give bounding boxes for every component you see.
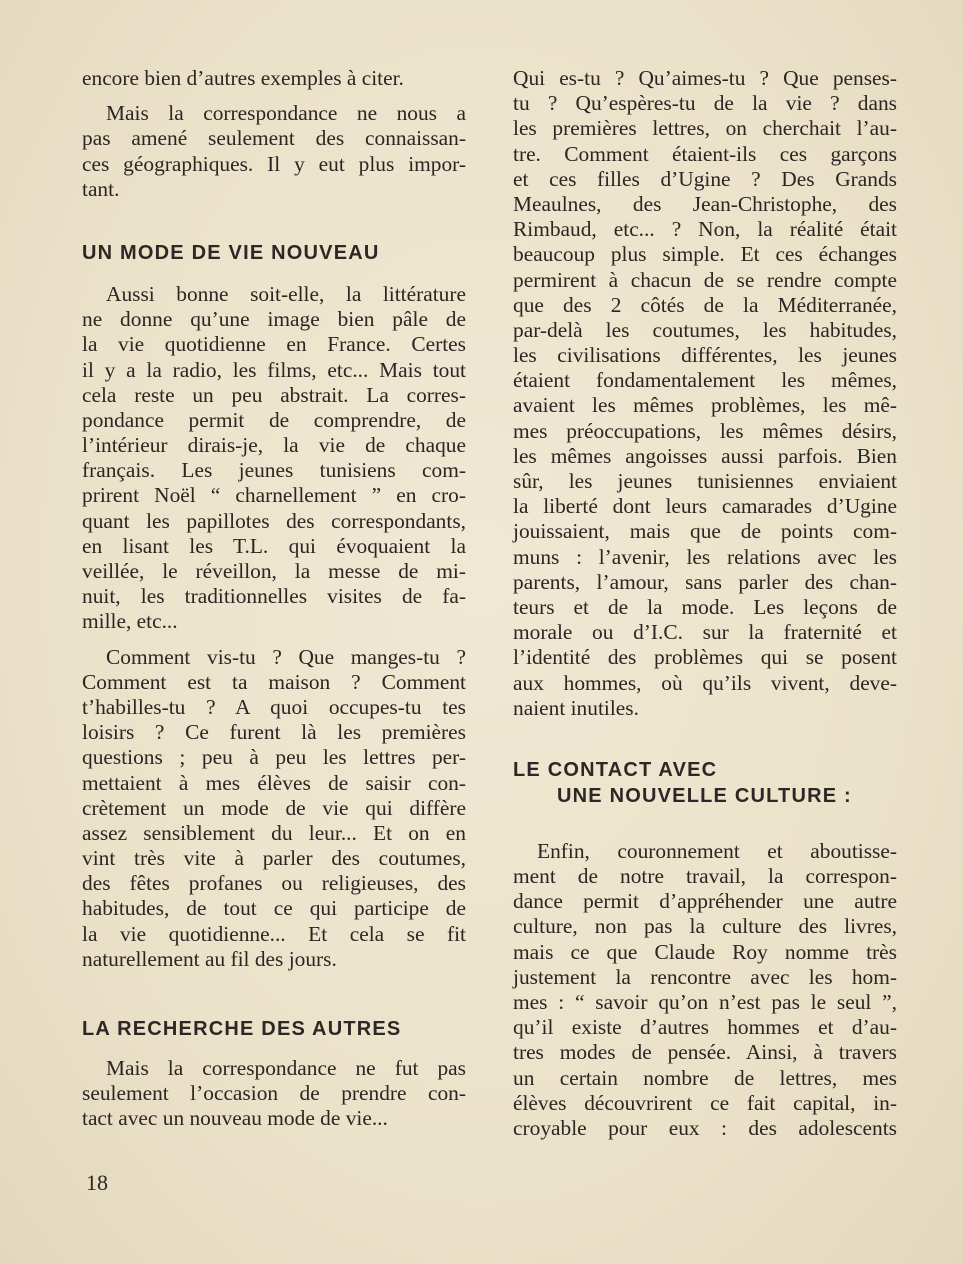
paragraph-recherche <box>82 1056 466 1132</box>
text-line: encore bien d’autres exemples à citer. <box>82 66 404 90</box>
text-line: nuit, les traditionnelles visites de fa- <box>82 584 466 609</box>
text-line: morale ou d’I.C. sur la fraternité et <box>513 620 897 645</box>
text-line: questions ; peu à peu les lettres per- <box>82 745 466 770</box>
text-line: parents, l’amour, sans parler des chan- <box>513 569 897 594</box>
text-line: l’intérieur dirais-je, la vie de chaque <box>82 433 466 458</box>
text-line: habitudes, de tout ce qui participe de <box>82 896 466 921</box>
text-line: mais ce que Claude Roy nomme très <box>513 939 897 964</box>
text-line: la vie quotidienne en France. Certes <box>82 332 466 357</box>
text-line: crètement un mode de vie qui diffère <box>82 795 466 820</box>
text-line: ne donne qu’une image bien pâle de <box>82 307 466 332</box>
text-line: culture, non pas la culture des livres, <box>513 914 897 939</box>
text-line: élèves découvrirent ce fait capital, in- <box>513 1090 897 1115</box>
text-line: la liberté dont leurs camarades d’Ugine <box>513 494 897 519</box>
text-line: en lisant les T.L. qui évoquaient la <box>82 533 466 558</box>
text-line: Comment vis-tu ? Que manges-tu ? <box>106 644 466 669</box>
text-line: Mais la correspondance ne fut pas <box>106 1056 466 1080</box>
section-heading-contact-culture <box>513 757 897 809</box>
text-line: il y a la radio, les films, etc... Mais tout <box>82 357 466 382</box>
text-line: aux hommes, où qu’ils vivent, deve- <box>513 670 897 695</box>
text-line: les premières lettres, on cherchait l’au- <box>513 116 897 141</box>
text-line: naient inutiles. <box>513 695 639 720</box>
text-line: quant les papillotes des correspondants, <box>82 508 466 533</box>
text-line: par-delà les coutumes, les habitudes, <box>513 317 897 342</box>
text-line: Aussi bonne soit-elle, la littérature <box>106 281 466 306</box>
text-line: Mais la correspondance ne nous a <box>106 101 466 126</box>
text-line: ces géographiques. Il y eut plus impor- <box>82 151 466 176</box>
text-line: Meaulnes, des Jean-Christophe, des <box>513 191 897 216</box>
text-line: tact avec un nouveau mode de vie... <box>82 1106 388 1131</box>
text-line: naturellement au fil des jours. <box>82 946 337 971</box>
text-line: avaient les mêmes problèmes, les mê- <box>513 393 897 418</box>
text-line: étaient fondamentalement les mêmes, <box>513 368 897 393</box>
text-line: dance permit d’appréhender une autre <box>513 889 897 914</box>
text-line: pas amené seulement des connaissan- <box>82 126 466 151</box>
text-line: teurs et de la mode. Les leçons de <box>513 594 897 619</box>
paragraph-correspondance-geographie <box>82 101 466 202</box>
text-line: mille, etc... <box>82 609 178 634</box>
paragraph-culture <box>513 839 897 1141</box>
left-column <box>82 66 466 1142</box>
right-column <box>513 66 897 1151</box>
text-line: t’habilles-tu ? A quoi occupes-tu tes <box>82 694 466 719</box>
text-line: mettaient à mes élèves de saisir con- <box>82 770 466 795</box>
text-line: tres modes de pensée. Ainsi, à travers <box>513 1040 897 1065</box>
text-line: sûr, les jeunes tunisiennes enviaient <box>513 469 897 493</box>
text-line: veillée, le réveillon, la messe de mi- <box>82 559 466 583</box>
text-line: que des 2 côtés de la Méditerranée, <box>513 292 897 317</box>
text-line: Rimbaud, etc... ? Non, la réalité était <box>513 217 897 242</box>
text-line: justement la rencontre avec les hom- <box>513 964 897 989</box>
section-heading-recherche-autres: LA RECHERCHE DES AUTRES <box>82 1018 402 1040</box>
text-line: la vie quotidienne... Et cela se fit <box>82 921 466 946</box>
heading-line-1: LE CONTACT AVEC <box>513 758 718 781</box>
text-line: les civilisations différentes, les jeunes <box>513 343 897 368</box>
text-line: croyable pour eux : des adolescents <box>513 1115 897 1140</box>
text-line: vint très vite à parler des coutumes, <box>82 846 466 871</box>
text-line: pondance permit de comprendre, de <box>82 407 466 432</box>
heading-line-2: UNE NOUVELLE CULTURE : <box>557 784 852 807</box>
text-line: l’identité des problèmes qui se posent <box>513 645 897 670</box>
text-line: cela reste un peu abstrait. La corres- <box>82 382 466 407</box>
text-line: des fêtes profanes ou religieuses, des <box>82 871 466 896</box>
text-line: beaucoup plus simple. Et ces échanges <box>513 242 897 267</box>
text-line: mes : “ savoir qu’on n’est pas le seul ”, <box>513 990 897 1014</box>
text-line: jouissaient, mais que de points com- <box>513 519 897 544</box>
text-line: un certain nombre de lettres, mes <box>513 1065 897 1090</box>
text-line: assez sensiblement du leur... Et on en <box>82 820 466 845</box>
page-number: 18 <box>86 1170 108 1195</box>
text-line: tre. Comment étaient-ils ces garçons <box>513 141 897 166</box>
paragraph-qui-es-tu <box>513 66 897 721</box>
text-line: Comment est ta maison ? Comment <box>82 669 466 694</box>
text-line: Enfin, couronnement et aboutisse- <box>537 838 897 863</box>
text-line: muns : l’avenir, les relations avec les <box>513 544 897 569</box>
text-line: Qui es-tu ? Qu’aimes-tu ? Que penses- <box>513 66 897 90</box>
text-line: loisirs ? Ce furent là les premières <box>82 720 466 745</box>
text-line: français. Les jeunes tunisiens com- <box>82 458 466 483</box>
text-line: mes préoccupations, les mêmes désirs, <box>513 418 897 443</box>
text-line: et ces filles d’Ugine ? Des Grands <box>513 166 897 191</box>
text-line: seulement l’occasion de prendre con- <box>82 1081 466 1106</box>
text-line: les mêmes angoisses aussi parfois. Bien <box>513 443 897 468</box>
text-line: prirent Noël “ charnellement ” en cro- <box>82 483 466 508</box>
text-line: permirent à chacun de se rendre compte <box>513 267 897 292</box>
paragraph-litterature <box>82 282 466 635</box>
text-line: tu ? Qu’espères-tu de la vie ? dans <box>513 91 897 116</box>
paragraph-continuation <box>82 66 466 91</box>
text-line: tant. <box>82 176 120 201</box>
paragraph-questions <box>82 645 466 972</box>
section-heading-mode-de-vie: UN MODE DE VIE NOUVEAU <box>82 241 380 264</box>
text-line: ment de notre travail, la correspon- <box>513 864 897 889</box>
text-line: qu’il existe d’autres hommes et d’au- <box>513 1015 897 1040</box>
